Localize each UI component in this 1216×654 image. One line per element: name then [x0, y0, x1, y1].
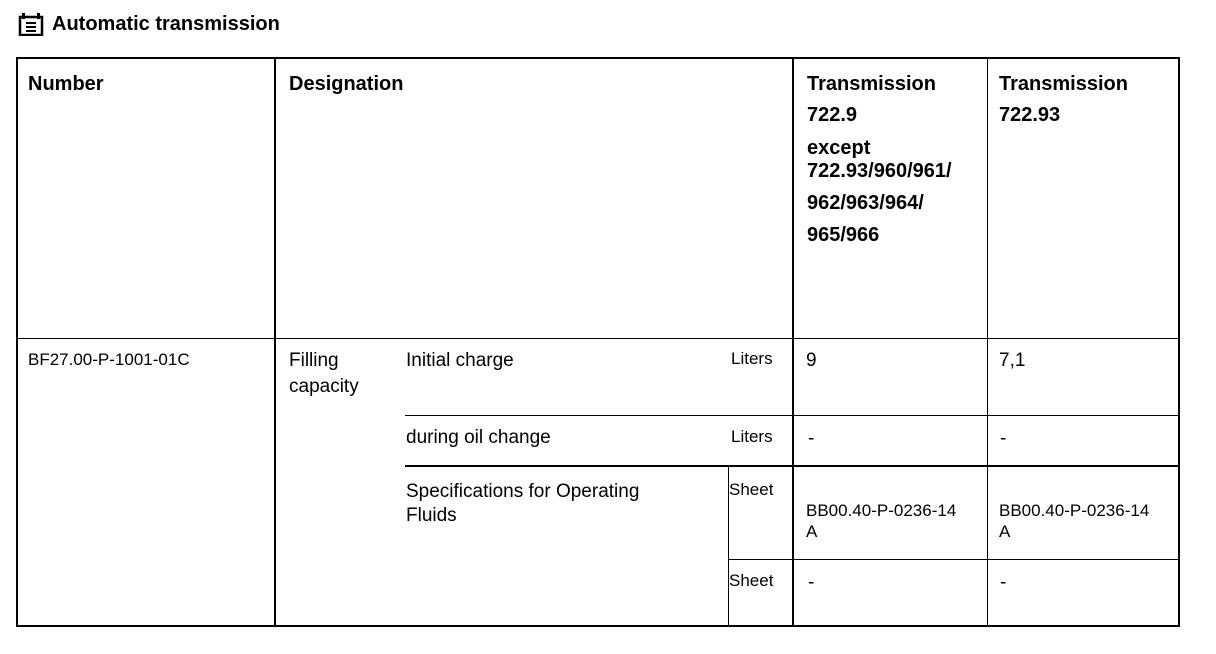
header-col-a-line2: 722.9: [807, 104, 858, 126]
row-sheet-col-a: -: [808, 572, 815, 593]
row-initial-charge-col-b: 7,1: [999, 350, 1026, 371]
row-sheet-unit: Sheet: [729, 571, 774, 590]
section-heading: [18, 12, 280, 36]
header-col-a-line6: 965/966: [807, 224, 880, 246]
row-specs-unit: Sheet: [729, 480, 774, 499]
part-number: BF27.00-P-1001-01C: [28, 350, 190, 369]
row-oil-change-col-b: -: [1000, 428, 1007, 449]
row-specs-col-b-line2: A: [999, 522, 1011, 541]
document-list-icon: [18, 12, 44, 36]
row-specs-col-b-line1: BB00.40-P-0236-14: [999, 501, 1150, 520]
row-divider-3: [728, 559, 1180, 560]
row-specs-col-a-line2: A: [806, 522, 818, 541]
row-specs-label-line2: Fluids: [406, 505, 457, 526]
header-col-b-line1: Transmission: [999, 73, 1128, 95]
row-specs-label-line1: Specifications for Operating: [406, 481, 640, 502]
row-oil-change-col-a: -: [808, 428, 815, 449]
row-oil-change-label: during oil change: [406, 427, 551, 448]
header-col-a-line3: except: [807, 137, 871, 159]
row-initial-charge-unit: Liters: [731, 349, 773, 368]
row-divider-2: [405, 465, 1180, 467]
header-col-a-line4: 722.93/960/961/: [807, 160, 952, 182]
row-initial-charge-label: Initial charge: [406, 350, 514, 371]
header-col-a-line5: 962/963/964/: [807, 192, 924, 214]
group-label-line1: Filling: [289, 350, 339, 371]
header-col-a-line1: Transmission: [807, 73, 936, 95]
page-title: Automatic transmission: [52, 12, 280, 35]
header-designation: Designation: [289, 73, 404, 95]
row-initial-charge-col-a: 9: [806, 350, 817, 371]
transmission-table: [16, 57, 1180, 627]
row-oil-change-unit: Liters: [731, 427, 773, 446]
col-divider-number: [274, 59, 276, 627]
header-col-b-line2: 722.93: [999, 104, 1061, 126]
row-divider-1: [405, 415, 1180, 416]
row-specs-col-a-line1: BB00.40-P-0236-14: [806, 501, 957, 520]
col-divider-transmission: [987, 59, 988, 627]
header-divider: [18, 338, 1180, 339]
col-divider-designation: [792, 59, 794, 627]
header-number: Number: [28, 73, 104, 95]
row-sheet-col-b: -: [1000, 572, 1007, 593]
group-label-line2: capacity: [289, 376, 359, 397]
